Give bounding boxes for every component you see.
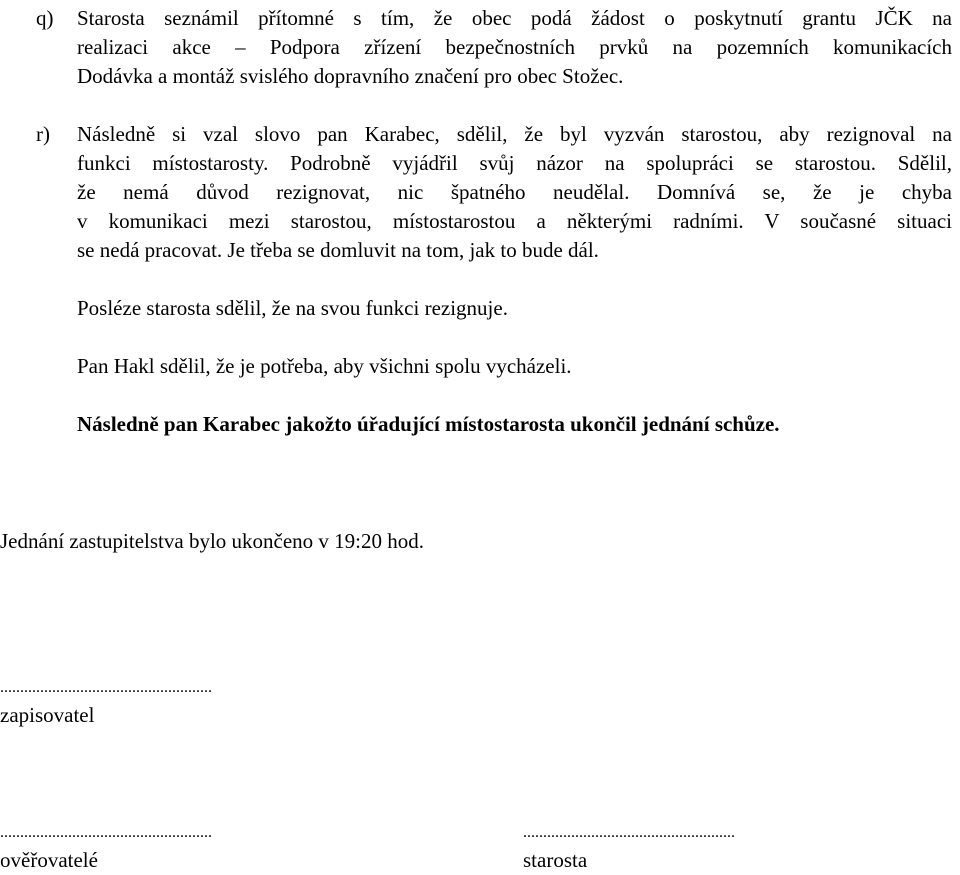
mayor-label: starosta [523, 848, 588, 872]
recorder-signature-line: ..................................................... [0, 679, 212, 696]
item-q-line-2: realizaci akce – Podpora zřízení bezpečnostních prvků na pozemních komunikacích [77, 35, 952, 59]
item-r-line-4: v komunikaci mezi starostou, místostarostou a některými radními. V současné situaci [77, 209, 952, 233]
item-q-marker: q) [36, 6, 54, 30]
item-q-line-3: Dodávka a montáž svislého dopravního značení pro obec Stožec. [77, 64, 624, 88]
item-r-line-2: funkci místostarosty. Podrobně vyjádřil svůj názor na spolupráci se starostou. Sdělil, [77, 151, 952, 175]
recorder-label: zapisovatel [0, 703, 95, 727]
verifiers-label: ověřovatelé [0, 848, 98, 872]
meeting-end-time: Jednání zastupitelstva bylo ukončeno v 19:20 hod. [0, 529, 425, 553]
item-r-line-5: se nedá pracovat. Je třeba se domluvit na tom, jak to bude dál. [77, 238, 599, 262]
item-q-line-1: Starosta seznámil přítomné s tím, že obec podá žádost o poskytnutí grantu JČK na [77, 6, 952, 30]
closing-statement: Následně pan Karabec jakožto úřadující místostarosta ukončil jednání schůze. [77, 412, 780, 436]
item-r-marker: r) [36, 122, 50, 146]
resignation-statement: Posléze starosta sdělil, že na svou funkci rezignuje. [77, 296, 508, 320]
verifiers-signature-line: ..................................................... [0, 824, 212, 841]
item-r-line-1: Následně si vzal slovo pan Karabec, sdělil, že byl vyzván starostou, aby rezignoval na [77, 122, 952, 146]
item-r-line-3: že nemá důvod rezignovat, nic špatného neudělal. Domnívá se, že je chyba [77, 180, 952, 204]
hakl-statement: Pan Hakl sdělil, že je potřeba, aby všichni spolu vycházeli. [77, 354, 572, 378]
mayor-signature-line: ..................................................... [523, 824, 735, 841]
